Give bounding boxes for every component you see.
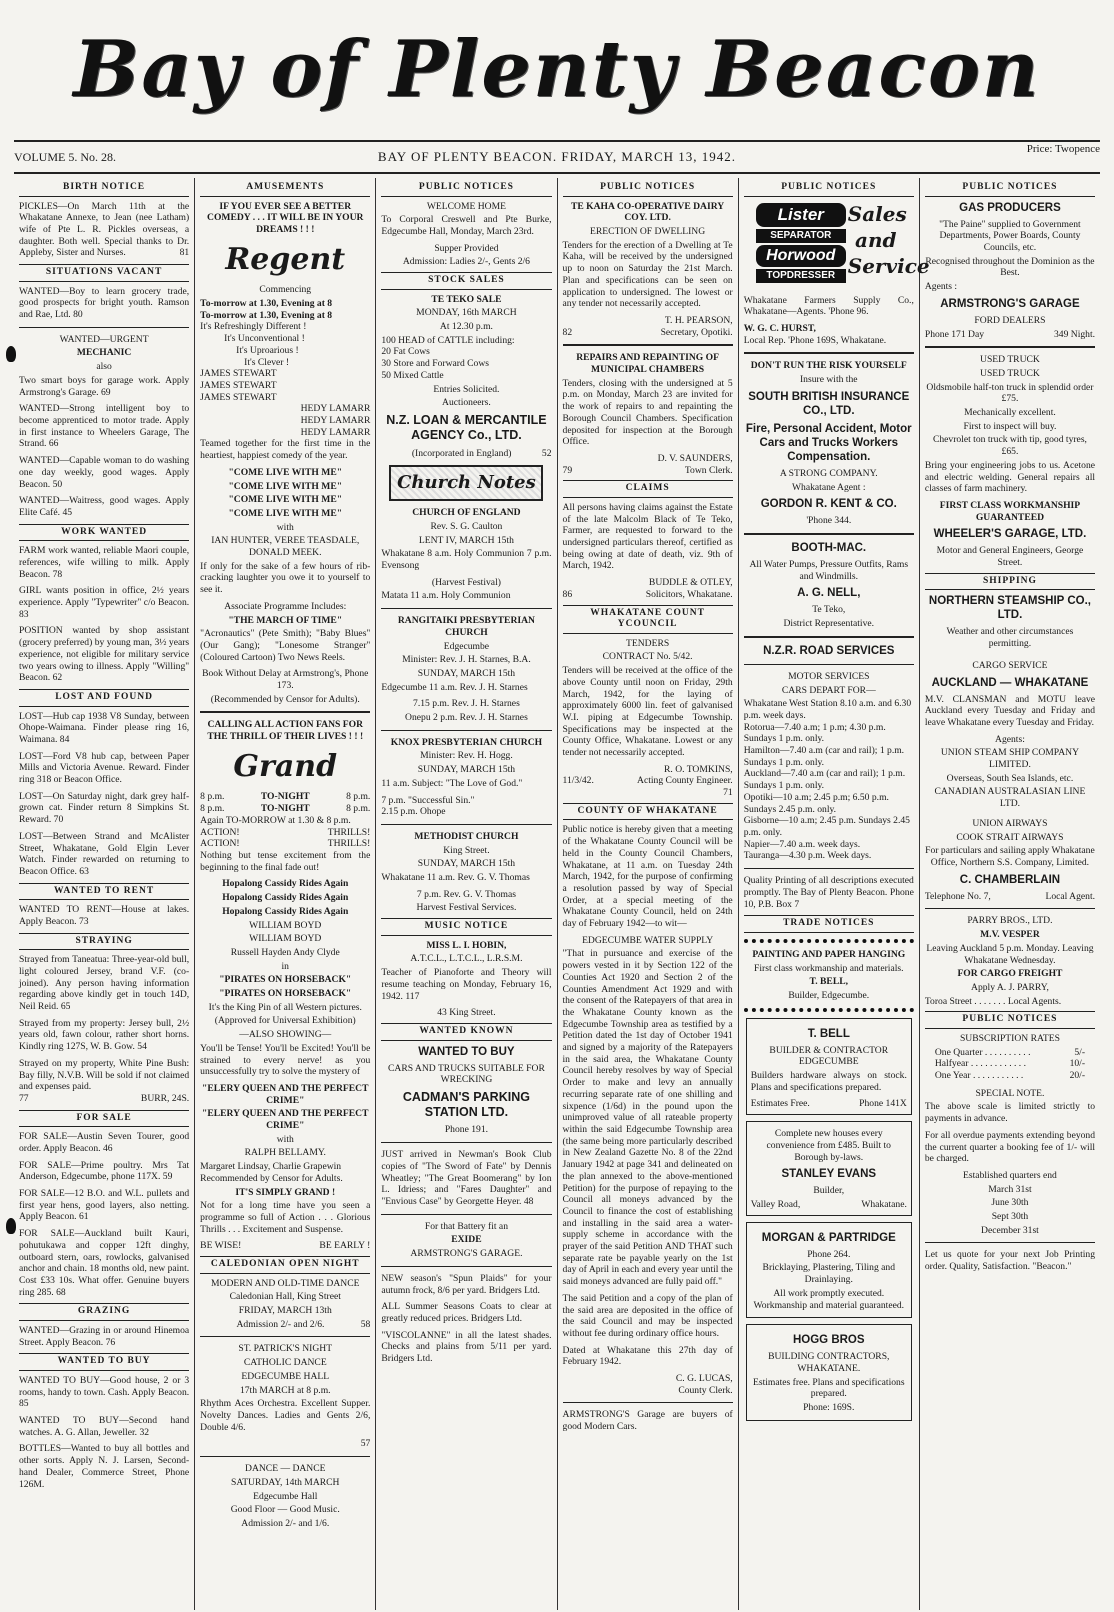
section-heading: PUBLIC NOTICES: [744, 180, 914, 197]
straying-ad: Strayed on my property, White Pine Bush: Bay filly, N.V.B. Will be sold if not claimed and expenses paid. 77 BURR, 24S.: [19, 1057, 190, 1104]
work-ad: FARM work wanted, reliable Maori couple, references, wife willing to milk. Apply Beacon. 78: [19, 545, 190, 580]
church-notes-banner: Church Notes: [389, 465, 543, 501]
work-ad: POSITION wanted by shop assistant (grocery preferred) by young man, 3½ years experience, not eligible for military service two years owing to illness. Apply "Willing" Beacon. 62: [19, 625, 190, 684]
stanley-evans-ad: Complete new houses every convenience from £485. Built to Borough by-laws. STANLEY EVANS Builder, Valley Road, Whakatane.: [746, 1121, 912, 1216]
section-heading: WANTED TO BUY: [19, 1353, 189, 1371]
situation-ad: WANTED—Capable woman to do washing one day weekly, good wages. Apply Beacon. 50: [19, 455, 190, 490]
sale-ad: FOR SALE—Auckland built Kauri, pohutukawa and copper 12ft dinghy, outboard stern, oars, rowlocks, galvanised anchor and chain. 18 months old, new paint. Cost £33 10s. What offer. Genuine buyers ring 285. 68: [19, 1228, 190, 1298]
column-public-notices-church: PUBLIC NOTICES WELCOME HOME To Corporal Creswell and Pte Burke, Edgecumbe Hall, Monday, March 23rd. Supper Provided Admission: Ladies 2/-, Gents 2/6 STOCK SALES TE TEKO SALE MONDAY, 16th MARCH At 12.30 p.m. 100 HEAD of CATTLE including: 20 Fat Cows 30 Store and Forward Cows 50 Mixed Cattle Entries Solicited. Auctioneers. N.Z. LOAN & MERCANTILE AGENCY Co., LTD. (Incorporated in England) 52 Church Notes CHURCH OF ENGLAND Rev. S. G. Caulton LENT IV, MARCH 15th Whakatane 8 a.m. Holy Communion 7 p.m. Evensong (Harvest Festival) Matata 11 a.m. Holy Communion RANGITAIKI PRESBYTERIAN CHURCH Edgecumbe Minister: Rev. J. H. Starnes, B.A. SUNDAY, MARCH 15th Edgecumbe 11 a.m. Rev. J. H. Starnes 7.15 p.m. Rev. J. H. Starnes Onepu 2 p.m. Rev. J. H. Starnes KNOX PRESBYTERIAN CHURCH Minister: Rev. H. Hogg. SUNDAY, MARCH 15th 11 a.m. Subject: "The Love of God." 7 p.m. "Successful Sin." 2.15 p.m. Ohope METHODIST CHURCH King Street. SUNDAY, MARCH 15th Whakatane 11 a.m. Rev. G. V. Thomas 7 p.m. Rev. G. V. Thomas Harvest Festival Services. MUSIC NOTICE MISS L. I. HOBIN, A.T.C.L., L.T.C.L., L.R.S.M. Teacher of Pianoforte and Theory will resume teaching on Monday, February 16, 1942. 117 43 King Street. WANTED KNOWN WANTED TO BUY CARS AND TRUCKS SUITABLE FOR WRECKING CADMAN'S PARKING STATION LTD. Phone 191. JUST arrived in Newman's Book Club copies of "The Sword of Fate" by Dennis Wheatley; "The Great Boomerang" by Ion L. Idriess; and "Fares Daughter" and "Envious Case" by Georgette Heyer. 48 For that Battery fit an EXIDE ARMSTRONG'S GARAGE. NEW season's "Spun Plaids" for your autumn frock, 8/6 per yard. Bridgers Ltd. ALL Summer Seasons Coats to clear at greatly reduced prices. Bridgers Ltd. "VISCOLANNE" in all the latest shades. Checks and plains from 5/11 per yard. Bridgers Ltd.: [376, 178, 557, 1610]
section-heading: WANTED TO RENT: [19, 883, 189, 901]
section-heading: CALEDONIAN OPEN NIGHT: [200, 1256, 370, 1274]
situation-ad: Two smart boys for garage work. Apply Armstrong's Garage. 69: [19, 374, 190, 398]
situation-ad: WANTED—Waitress, good wages. Apply Elite Café. 45: [19, 495, 190, 518]
section-heading: BIRTH NOTICE: [19, 180, 189, 197]
situation-ad: WANTED—Strong intelligent boy to become apprenticed to motor trade. Apply in first instance to Wheelers Garage, The Strand. 66: [19, 403, 190, 450]
lost-ad: LOST—Ford V8 hub cap, between Paper Mills and Victoria Avenue. Reward. Finder ring 318 or Beacon Office.: [19, 750, 190, 786]
morgan-partridge-ad: MORGAN & PARTRIDGE Phone 264. Bricklaying, Plastering, Tiling and Drainlaying. All work promptly executed. Workmanship and material guaranteed.: [746, 1222, 912, 1319]
section-heading: STOCK SALES: [381, 272, 551, 290]
binding-hole-mark: [6, 346, 16, 362]
column-garage-shipping: PUBLIC NOTICES GAS PRODUCERS "The Paine" supplied to Government Departments, Power Boards, County Councils, etc. Recognised throughout the Dominion as the Best. Agents : ARMSTRONG'S GARAGE FORD DEALERS Phone 171 Day 349 Night. USED TRUCK USED TRUCK Oldsmobile half-ton truck in splendid order £75. Mechanically excellent. First to inspect will buy. Chevrolet ton truck with tip, good tyres, £65. Bring your engineering jobs to us. Acetone and electric welding. General repairs all classes of farm machinery. FIRST CLASS WORKMANSHIP GUARANTEED WHEELER'S GARAGE, LTD. Motor and General Engineers, George Street. SHIPPING NORTHERN STEAMSHIP CO., LTD. Weather and other circumstances permitting. CARGO SERVICE AUCKLAND — WHAKATANE M.V. CLANSMAN and MOTU leave Auckland every Tuesday and Friday and leave Whakatane every Tuesday and Friday. Agents: UNION STEAM SHIP COMPANY LIMITED. Overseas, South Sea Islands, etc. CANADIAN AUSTRALASIAN LINE LTD. UNION AIRWAYS COOK STRAIT AIRWAYS For particulars and sailing apply Whakatane Office, Northern S.S. Company, Limited. C. CHAMBERLAIN Telephone No. 7, Local Agent. PARRY BROS., LTD. M.V. VESPER Leaving Auckland 5 p.m. Monday. Leaving Whakatane Wednesday. FOR CARGO FREIGHT Apply A. J. PARRY, Toroa Street . . . . . . . Local Agents. PUBLIC NOTICES SUBSCRIPTION RATES One Quarter . . . . . . . . . . 5/- Halfyear . . . . . . . . . . . . 10/- One Year . . . . . . . . . . . 20/- SPECIAL NOTE. The above scale is limited strictly to payments in advance. For all overdue payments extending beyond the current quarter a booking fee of 1/- will be charged. Established quarters end March 31st June 30th Sept 30th December 31st Let us quote for your next Job Printing order. Quality, Satisfaction. "Beacon.": [924, 182, 1096, 1273]
section-heading: STRAYING: [19, 933, 189, 951]
sale-ad: FOR SALE—Prime poultry. Mrs Tat Anderson, Edgecumbe, phone 117X. 59: [19, 1159, 190, 1183]
section-heading: GRAZING: [19, 1303, 189, 1321]
volume-number: VOLUME 5. No. 28.: [14, 149, 116, 164]
section-heading: MUSIC NOTICE: [381, 918, 551, 936]
section-heading: WHAKATANE COUNT YCOUNCIL: [563, 605, 733, 634]
buy-ad: BOTTLES—Wanted to buy all bottles and other sorts. Apply N. J. Larsen, Second-hand Dealer, Commerce Street, Phone 126M.: [19, 1443, 190, 1490]
binding-hole-mark: [6, 1218, 16, 1234]
section-heading: AMUSEMENTS: [200, 180, 370, 197]
lost-ad: LOST—Hub cap 1938 V8 Sunday, between Ohope-Waimana. Finder please ring 16, Waimana. 84: [19, 710, 190, 745]
section-heading: TRADE NOTICES: [744, 915, 914, 933]
regent-theatre-title: Regent: [225, 241, 346, 277]
section-heading: FOR SALE: [19, 1110, 189, 1128]
situation-ad: WANTED—Boy to learn grocery trade, good prospects for bright youth. Ramson and Rae, Ltd. 80: [19, 285, 190, 321]
section-heading: SITUATIONS VACANT: [19, 264, 189, 282]
column-advertisements: PUBLIC NOTICES Lister SEPARATOR Horwood TOPDRESSER Sales and Service Whakatane Farmers Supply Co., Whakatane—Agents. 'Phone 96. W. G. C. HURST, Local Rep. 'Phone 169S, Whakatane. DON'T RUN THE RISK YOURSELF Insure with the SOUTH BRITISH INSURANCE CO., LTD. Fire, Personal Accident, Motor Cars and Trucks Workers Compensation. A STRONG COMPANY. Whakatane Agent : GORDON R. KENT & CO. 'Phone 344. BOOTH-MAC. All Water Pumps, Pressure Outfits, Rams and Windmills. A. G. NELL, Te Teko, District Representative. N.Z.R. ROAD SERVICES MOTOR SERVICES CARS DEPART FOR— Whakatane West Station 8.10 a.m. and 6.30 p.m. week days. Rotorua—7.40 a.m; 1 p.m; 4.30 p.m. Sundays 1 p.m. only. Hamilton—7.40 a.m (car and rail); 1 p.m. Sundays 1 p.m. only. Auckland—7.40 a.m (car and rail); 1 p.m. Sundays 1 p.m. only. Opotiki—10 a.m; 2.45 p.m; 6.50 p.m. Sundays 2.45 p.m. only. Gisborne—10 a.m; 2.45 p.m. Sundays 2.45 p.m. only. Napier—7.40 a.m. week days. Tauranga—4.30 p.m. Week days. Quality Printing of all descriptions executed promptly. The Bay of Plenty Beacon. Phone 10, P.B. Box 7 TRADE NOTICES PAINTING AND PAPER HANGING First class workmanship and materials. T. BELL, Builder, Edgecumbe. T. BELL BUILDER & CONTRACTOR EDGECUMBE Builders hardware always on stock. Plans and specifications prepared. Estimates Free. Phone 141X Complete new houses every convenience from £485. Built to Borough by-laws. STANLEY EVANS Builder, Valley Road, Whakatane. MORGAN & PARTRIDGE Phone 264. Bricklaying, Plastering, Tiling and Drainlaying. All work promptly executed. Workmanship and material guaranteed. HOGG BROS BUILDING CONTRACTORS, WHAKATANE. Estimates free. Plans and specifications prepared. Phone: 169S.: [739, 178, 920, 1610]
grand-theatre-title: Grand: [233, 748, 338, 784]
section-heading: PUBLIC NOTICES: [925, 180, 1095, 197]
column-amusements: AMUSEMENTS IF YOU EVER SEE A BETTER COMEDY . . . IT WILL BE IN YOUR DREAMS ! ! ! Regent Commencing To-morrow at 1.30, Evening at 8 To-morrow at 1.30, Evening at 8 It's Refreshingly Different ! It's Unconventional ! It's Uproarious ! It's Clever ! JAMES STEWART JAMES STEWART JAMES STEWART HEDY LAMARR HEDY LAMARR HEDY LAMARR Teamed together for the first time in the heartiest, happiest comedy of the year. "COME LIVE WITH ME" "COME LIVE WITH ME" "COME LIVE WITH ME" "COME LIVE WITH ME" with IAN HUNTER, VEREE TEASDALE, DONALD MEEK. If only for the sake of a few hours of rib-cracking laughter you owe it to yourself to see it. Associate Programme Includes: "THE MARCH OF TIME" "Acronautics" (Pete Smith); "Baby Blues" (Our Gang); "Lonesome Stranger" (Coloured Cartoon) Two News Reels. Book Without Delay at Armstrong's, Phone 173. (Recommended by Censor for Adults). CALLING ALL ACTION FANS FOR THE THRILL OF THEIR LIVES ! ! ! Grand 8 p.m. TO-NIGHT 8 p.m. 8 p.m. TO-NIGHT 8 p.m. Again TO-MORROW at 1.30 & 8 p.m. ACTION! THRILLS! ACTION! THRILLS! Nothing but tense excitement from the beginning to the final fade out! Hopalong Cassidy Rides Again Hopalong Cassidy Rides Again Hopalong Cassidy Rides Again WILLIAM BOYD WILLIAM BOYD Russell Hayden Andy Clyde in "PIRATES ON HORSEBACK" "PIRATES ON HORSEBACK" It's the King Pin of all Western pictures. (Approved for Universal Exhibition) —ALSO SHOWING— You'll be Tense! You'll be Excited! You'll be strained to every nerve! as you unsuccessfully try to solve the mystery of "ELERY QUEEN AND THE PERFECT CRIME" "ELERY QUEEN AND THE PERFECT CRIME" with RALPH BELLAMY. Margaret Lindsay, Charlie Grapewin Recommended by Censor for Adults. IT'S SIMPLY GRAND ! Not for a long time have you seen a programme so full of Action . . . Glorious Thrills . . . Excitement and Suspense. BE WISE! BE EARLY ! CALEDONIAN OPEN NIGHT MODERN AND OLD-TIME DANCE Caledonian Hall, King Street FRIDAY, MARCH 13th Admission 2/- and 2/6. 58 ST. PATRICK'S NIGHT CATHOLIC DANCE EDGECUMBE HALL 17th MARCH at 8 p.m. Rhythm Aces Orchestra. Excellent Supper. Novelty Dances. Ladies and Gents 2/6, Double 4/6. 57 DANCE — DANCE SATURDAY, 14th MARCH Edgecumbe Hall Good Floor — Good Music. Admission 2/- and 1/6.: [195, 178, 376, 1610]
lister-horwood-logo: Lister SEPARATOR Horwood TOPDRESSER Sales and Service: [754, 201, 904, 291]
section-heading: PUBLIC NOTICES: [381, 180, 551, 197]
straying-ad: Strayed from my property: Jersey bull, 2½ years old, fawn colour, rather short horns. Kindly ring 127S, W. B. Gow. 54: [19, 1017, 190, 1053]
section-heading: PUBLIC NOTICES: [563, 180, 733, 197]
hogg-bros-ad: HOGG BROS BUILDING CONTRACTORS, WHAKATANE. Estimates free. Plans and specifications prepared. Phone: 169S.: [746, 1324, 912, 1421]
section-heading: WORK WANTED: [19, 524, 189, 542]
section-heading: SHIPPING: [925, 573, 1095, 591]
price: Price: Twopence: [1026, 143, 1100, 155]
masthead: Bay of Plenty Beacon: [73, 24, 1041, 115]
situation-ad-heading: WANTED—URGENT: [59, 333, 149, 345]
birth-notice: PICKLES—On March 11th at the Whakatane Annexe, to Jean (nee Latham) wife of Pte L. R. Pickles overseas, a daughter. Both well. Special thanks to Dr. Appleby, Sister and Nurses. 81: [19, 200, 190, 259]
dateline: [14, 140, 1100, 174]
straying-ad: Strayed from Taneatua: Three-year-old bull, light coloured Jersey, brand V.F. (co-joined). Any person having information regarding above kindly get in touch 14D, Neil Reid. 65: [19, 954, 190, 1013]
grazing-ad: WANTED—Grazing in or around Hinemoa Street. Apply Beacon. 76: [19, 1324, 190, 1348]
issue-date: BAY OF PLENTY BEACON. FRIDAY, MARCH 13, 1942.: [377, 149, 737, 164]
buy-ad: WANTED TO BUY—Good house, 2 or 3 rooms, handy to town. Cash. Apply Beacon. 85: [19, 1374, 190, 1410]
column-tenders-notices: PUBLIC NOTICES TE KAHA CO-OPERATIVE DAIRY COY. LTD. ERECTION OF DWELLING Tenders for the erection of a Dwelling at Te Kaha, will be received by the undersigned up to noon on Saturday the 21st March. Plan and specifications can be seen on application to undersigned. The lowest or any tender not necessarily accepted. T. H. PEARSON, 82 Secretary, Opotiki. REPAIRS AND REPAINTING OF MUNICIPAL CHAMBERS Tenders, closing with the undersigned at 5 p.m. on Monday, March 23 are invited for the work of repairs to and repainting the Borough Council Chambers. Specification deposited for inspection at the Borough Office. D. V. SAUNDERS, 79 Town Clerk. CLAIMS All persons having claims against the Estate of the late Malcolm Black of Te Teko, Farmer, are requested to forward to the undersigned particulars thereof, certified as being owing at date of death, viz. 9th of March, 1942. BUDDLE & OTLEY, 86 Solicitors, Whakatane. WHAKATANE COUNT YCOUNCIL TENDERS CONTRACT No. 5/42. Tenders will be received at the office of the above County until noon on Friday, 29th March, 1942, for the laying of approximately 6000 lin. feet of galvanised W.I. piping at Edgecumbe Township. Specifications may be inspected at the County Office, Whakatane. Lowest or any tender not necessarily accepted. R. O. TOMKINS, 11/3/42. Acting County Engineer. 71 COUNTY OF WHAKATANE Public notice is hereby given that a meeting of the Whakatane County Council will be held in the County Council Chambers, Whakatane, at 11 a.m. on Tuesday 24th March, 1942, for the purpose of confirming a resolution passed by way of Special Order, at a special meeting of the Whakatane County Council, held on 24th day of February 1942—to wit— EDGECUMBE WATER SUPPLY "That in pursuance and exercise of the powers vested in it by Section 122 of the Counties Act 1920 and Section 2 of the Counties Amendment Act 1929 and with the consent of the Ratepayers of that area in the Whakatane County known as the Edgecumbe Township area as testified by a Petition dated the 1st day of October 1941 and signed by a majority of the Ratepayers in the said area, the Whakatane County Council hereby resolves by way of Special Order to make and levy an annually recurring separate rate of one shilling and sixpence (1/6d) in the pound upon the unimproved value of all rateable property within the said Edgecumbe Township area (the same being more particularly described in New Zealand Gazette No. 8 of the 22nd January 1942 at page 341 and delineated on the plan annexed to the above-mentioned Petition) for the purpose of repaying to the Council all moneys advanced by the Council to finance the cost of establishing and installing in the said area a water-supply scheme in accordance with the prayer of the said Petition AND THAT such separate rate be payable yearly on the 1st day of April in each and every year until the said moneys advanced are fully paid off." The said Petition and a copy of the plan of the said area are deposited in the office of the said Council and may be inspected without fee during ordinary office hours. Dated at Whakatane this 27th day of February 1942. C. G. LUCAS, County Clerk. ARMSTRONG'S Garage are buyers of good Modern Cars.: [558, 178, 739, 1610]
sale-ad: FOR SALE—12 B.O. and W.L. pullets and first year hens, good layers, also netting. Apply Beacon. 61: [19, 1188, 190, 1223]
lost-ad: LOST—Between Strand and McAlister Street, Whakatane, Gold Elgin Lever Watch. Finder rewarded on returning to Beacon Office. 63: [19, 830, 190, 877]
buy-ad: WANTED TO BUY—Second hand watches. A. G. Allan, Jeweller. 32: [19, 1415, 190, 1438]
work-ad: GIRL wants position in office, 2½ years experience. Apply "Typewriter" c/o Beacon. 83: [19, 585, 190, 620]
section-heading: LOST AND FOUND: [19, 689, 189, 707]
section-heading: CLAIMS: [563, 480, 733, 498]
section-heading: WANTED KNOWN: [381, 1023, 551, 1041]
t-bell-builder-ad: T. BELL BUILDER & CONTRACTOR EDGECUMBE Builders hardware always on stock. Plans and specifications prepared. Estimates Free. Phone 141X: [746, 1018, 912, 1116]
section-heading: COUNTY OF WHAKATANE: [563, 803, 733, 821]
lost-ad: LOST—On Saturday night, dark grey half-grown cat. Finder return 8 Simpkins St. Reward. 70: [19, 790, 190, 826]
section-heading: PUBLIC NOTICES: [925, 1011, 1095, 1029]
sale-ad: FOR SALE—Austin Seven Tourer, good order. Apply Beacon. 46: [19, 1131, 190, 1154]
column-classifieds: BIRTH NOTICE PICKLES—On March 11th at the Whakatane Annexe, to Jean (nee Latham) wife of Pte L. R. Pickles overseas, a daughter. Both well. Special thanks to Dr. Appleby, Sister and Nurses. 81 SITUATIONS VACANT WANTED—Boy to learn grocery trade, good prospects for bright youth. Ramson and Rae, Ltd. 80 WANTED—URGENT MECHANIC also Two smart boys for garage work. Apply Armstrong's Garage. 69 WANTED—Strong intelligent boy to become apprenticed to motor trade. Apply in first instance to Wheelers Garage, The Strand. 66 WANTED—Capable woman to do washing one day weekly, good wages. Apply Beacon. 50 WANTED—Waitress, good wages. Apply Elite Café. 45 WORK WANTED FARM work wanted, reliable Maori couple, references, wife willing to milk. Apply Beacon. 78 GIRL wants position in office, 2½ years experience. Apply "Typewriter" c/o Beacon. 83 POSITION wanted by shop assistant (grocery preferred) by young man, 3½ years experience, not eligible for military service two years owing to illness. Apply "Willing" Beacon. 62 LOST AND FOUND LOST—Hub cap 1938 V8 Sunday, between Ohope-Waimana. Finder please ring 16, Waimana. 84 LOST—Ford V8 hub cap, between Paper Mills and Victoria Avenue. Reward. Finder ring 318 or Beacon Office. LOST—On Saturday night, dark grey half-grown cat. Finder return 8 Simpkins St. Reward. 70 LOST—Between Strand and McAlister Street, Whakatane, Gold Elgin Lever Watch. Finder rewarded on returning to Beacon Office. 63 WANTED TO RENT WANTED TO RENT—House at lakes. Apply Beacon. 73 STRAYING Strayed from Taneatua: Three-year-old bull, light coloured Jersey, brand V.F. (co-joined). Any person having information regarding above kindly get in touch 14D, Neil Reid. 65 Strayed from my property: Jersey bull, 2½ years old, fawn colour, rather short horns. Kindly ring 127S, W. B. Gow. 54 Strayed on my property, White Pine Bush: Bay filly, N.V.B. Will be sold if not claimed and expenses paid. 77 BURR, 24S. FOR SALE FOR SALE—Austin Seven Tourer, good order. Apply Beacon. 46 FOR SALE—Prime poultry. Mrs Tat Anderson, Edgecumbe, phone 117X. 59 FOR SALE—12 B.O. and W.L. pullets and first year hens, good layers, also netting. Apply Beacon. 61 FOR SALE—Auckland built Kauri, pohutukawa and copper 12ft dinghy, outboard stern, oars, rowlocks, galvanised anchor and chain. 18 months old, new paint. Cost £33 10s. What offer. Genuine buyers ring 285. 68 GRAZING WANTED—Grazing in or around Hinemoa Street. Apply Beacon. 76 WANTED TO BUY WANTED TO BUY—Good house, 2 or 3 rooms, handy to town. Cash. Apply Beacon. 85 WANTED TO BUY—Second hand watches. A. G. Allan, Jeweller. 32 BOTTLES—Wanted to buy all bottles and other sorts. Apply N. J. Larsen, Second-hand Dealer, Commerce Street, Phone 126M.: [14, 178, 195, 1610]
columns: [14, 178, 1100, 1610]
rent-ad: WANTED TO RENT—House at lakes. Apply Beacon. 73: [19, 904, 190, 927]
